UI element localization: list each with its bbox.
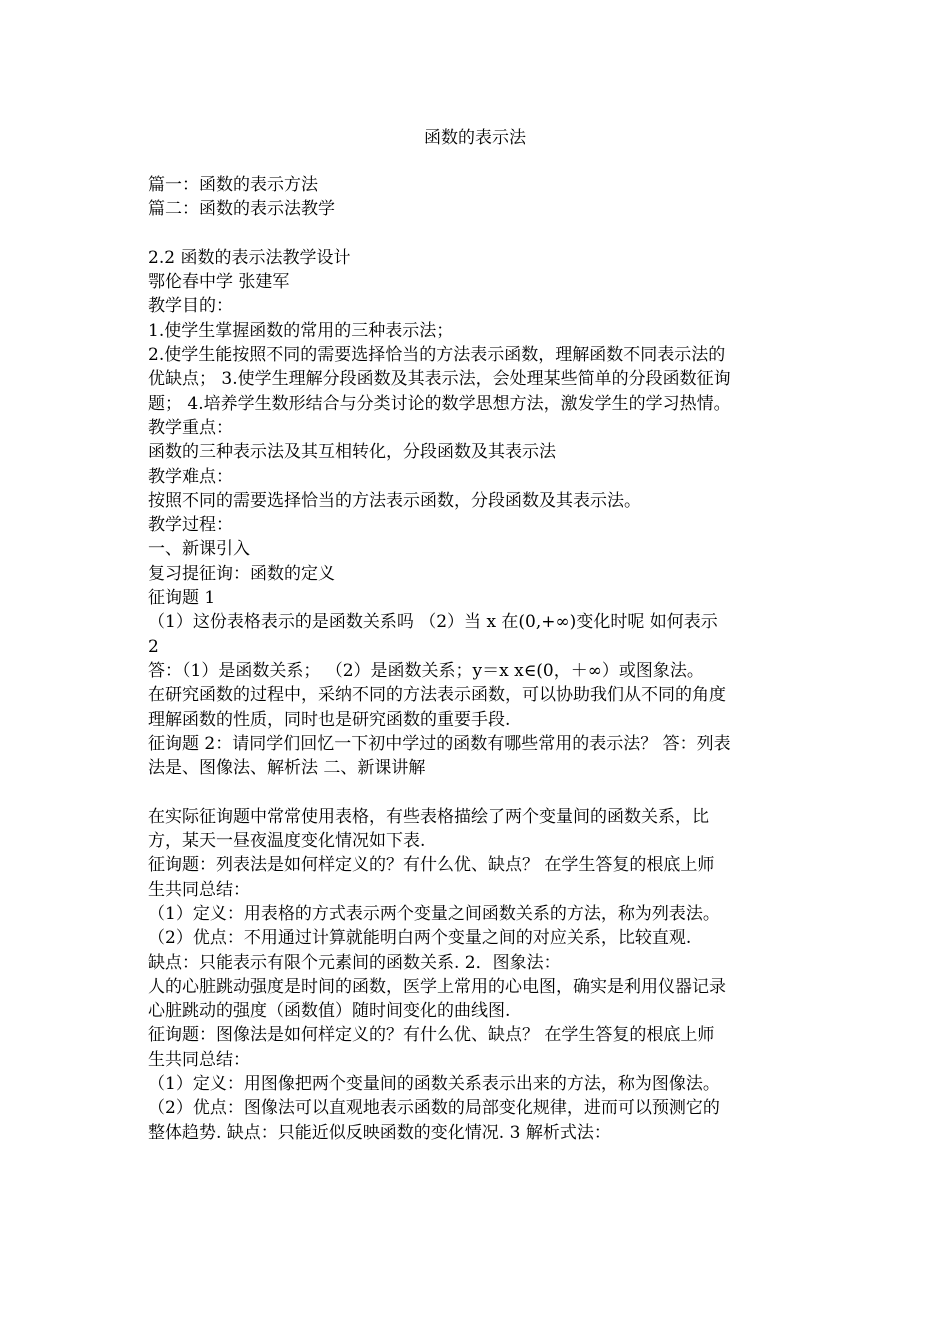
text-line: 缺点：只能表示有限个元素间的函数关系. 2．图象法：: [148, 952, 561, 973]
text-line: 优缺点； 3.使学生理解分段函数及其表示法，会处理某些简单的分段函数征询: [148, 369, 731, 390]
blank-line: [148, 222, 808, 246]
text-line: 一、新课引入: [148, 539, 250, 560]
blank-line: [148, 780, 808, 804]
text-line: 征询题 1: [148, 588, 216, 609]
text-line: 2.使学生能按照不同的需要选择恰当的方法表示函数，理解函数不同表示法的: [148, 345, 726, 366]
text-line: 复习提征询：函数的定义: [148, 563, 335, 584]
text-line: 教学过程：: [148, 515, 233, 536]
text-line: 生共同总结：: [148, 879, 250, 900]
text-line: 征询题 2：请同学们回忆一下初中学过的函数有哪些常用的表示法？ 答：列表: [148, 733, 731, 754]
document-body: [148, 173, 808, 1145]
text-line: （2）优点：不用通过计算就能明白两个变量之间的对应关系，比较直观.: [148, 928, 692, 949]
text-line: 理解函数的性质，同时也是研究函数的重要手段.: [148, 709, 511, 730]
text-line: （1）定义：用图像把两个变量间的函数关系表示出来的方法，称为图像法。: [148, 1073, 720, 1094]
text-line: （1）定义：用表格的方式表示两个变量之间函数关系的方法，称为列表法。: [148, 903, 720, 924]
text-line: 征询题：列表法是如何样定义的？有什么优、缺点？ 在学生答复的根底上师: [148, 855, 715, 876]
text-line: 篇二：函数的表示法教学: [148, 199, 335, 220]
text-line: 鄂伦春中学 张建军: [148, 272, 290, 293]
text-line: 篇一：函数的表示方法: [148, 175, 318, 195]
text-line: 征询题：图像法是如何样定义的？有什么优、缺点？ 在学生答复的根底上师: [148, 1025, 715, 1046]
text-line: 心脏跳动的强度（函数值）随时间变化的曲线图.: [148, 1001, 511, 1022]
text-line: 方，某天一昼夜温度变化情况如下表.: [148, 831, 426, 852]
text-line: 题； 4.培养学生数形结合与分类讨论的数学思想方法，激发学生的学习热情。: [148, 393, 731, 414]
text-line: （2）优点：图像法可以直观地表示函数的局部变化规律，进而可以预测它的: [148, 1098, 720, 1119]
text-line: 2: [148, 636, 159, 657]
text-line: 教学目的：: [148, 296, 233, 317]
text-line: 答：（1）是函数关系； （2）是函数关系；y＝x x∈(0，＋∞）或图象法。: [148, 660, 704, 681]
text-line: 在实际征询题中常常使用表格，有些表格描绘了两个变量间的函数关系，比: [148, 806, 709, 827]
page-title: 函数的表示法: [424, 128, 526, 148]
text-line: 2.2 函数的表示法教学设计: [148, 247, 351, 268]
text-line: 人的心脏跳动强度是时间的函数，医学上常用的心电图，确实是利用仪器记录: [148, 976, 726, 997]
text-line: 教学难点：: [148, 466, 233, 487]
text-line: 函数的三种表示法及其互相转化，分段函数及其表示法: [148, 442, 556, 463]
text-line: （1）这份表格表示的是函数关系吗 （2）当 x 在(0,+∞)变化时呢 如何表示: [148, 612, 718, 633]
text-line: 法是、图像法、解析法 二、新课讲解: [148, 758, 426, 779]
text-line: 1.使学生掌握函数的常用的三种表示法；: [148, 320, 454, 341]
text-line: 教学重点：: [148, 417, 233, 438]
text-line: 在研究函数的过程中，采纳不同的方法表示函数，可以协助我们从不同的角度: [148, 685, 726, 706]
text-line: 生共同总结：: [148, 1049, 250, 1070]
text-line: 整体趋势. 缺点：只能近似反映函数的变化情况. 3 解析式法：: [148, 1122, 611, 1143]
text-line: 按照不同的需要选择恰当的方法表示函数，分段函数及其表示法。: [148, 490, 641, 511]
